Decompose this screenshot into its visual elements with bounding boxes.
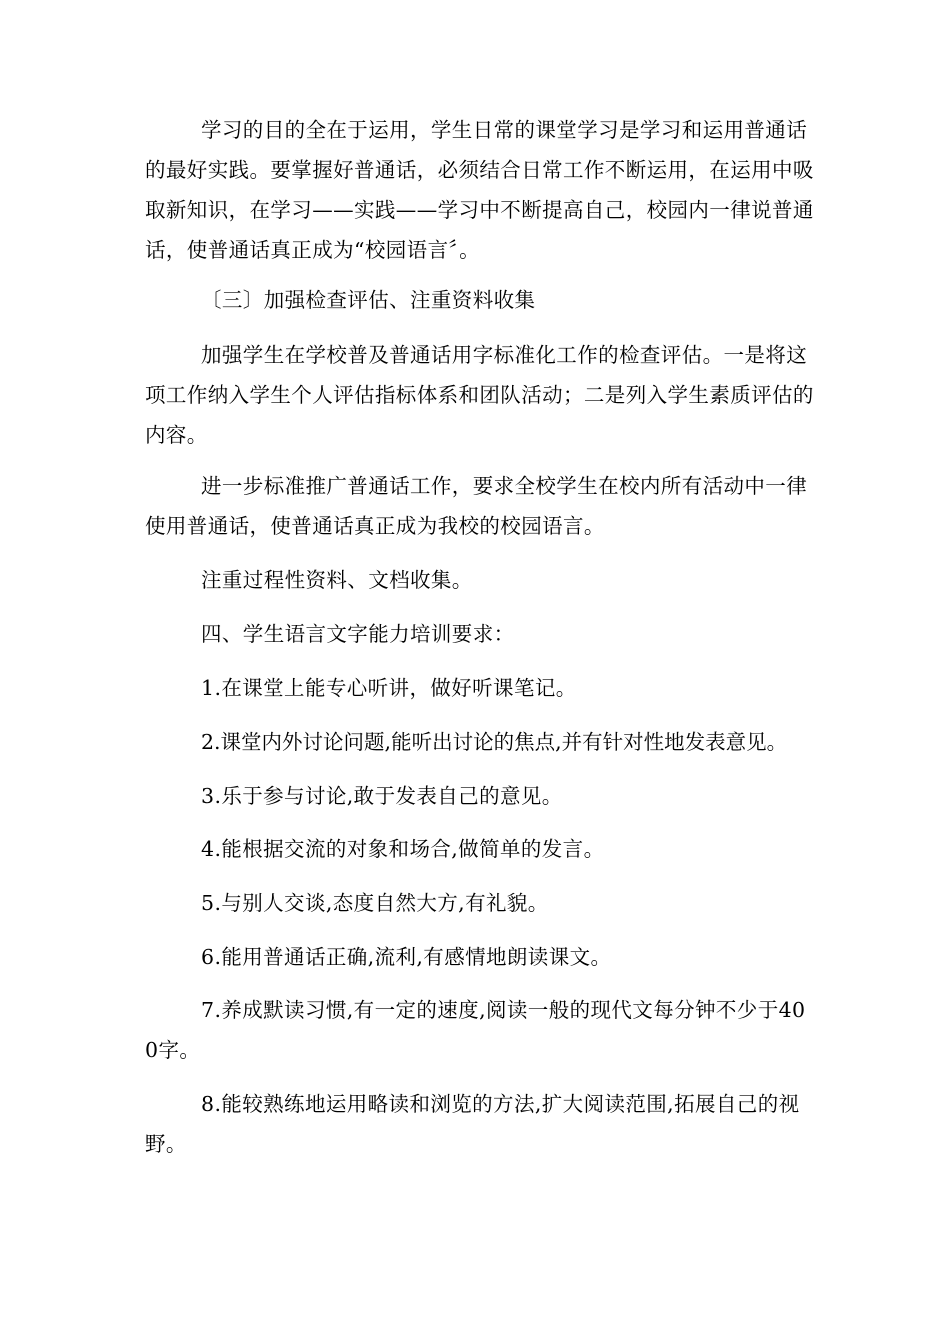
section-heading-four: 四、学生语言文字能力培训要求： bbox=[201, 622, 515, 646]
list-item-1: 1.在课堂上能专心听讲，做好听课笔记。 bbox=[201, 676, 577, 700]
list-item-3: 3.乐于参与讨论,敢于发表自己的意见。 bbox=[201, 784, 563, 808]
list-item-6: 6.能用普通话正确,流利,有感情地朗读课文。 bbox=[201, 945, 612, 969]
paragraph-archive: 注重过程性资料、文档收集。 bbox=[201, 568, 473, 592]
list-item-7: 7.养成默读习惯,有一定的速度,阅读一般的现代文每分钟不少于400字。 bbox=[145, 998, 806, 1062]
section-heading-three: 〔三〕加强检查评估、注重资料收集 bbox=[201, 288, 536, 312]
paragraph-promotion: 进一步标准推广普通话工作，要求全校学生在校内所有活动中一律使用普通话，使普通话真正成为我校的校园语言。 bbox=[145, 474, 808, 538]
list-item-5: 5.与别人交谈,态度自然大方,有礼貌。 bbox=[201, 891, 549, 915]
paragraph-practice: 学习的目的全在于运用，学生日常的课堂学习是学习和运用普通话的最好实践。要掌握好普通话，必须结合日常工作不断运用，在运用中吸取新知识，在学习——实践——学习中不断提高自己，校园内一律说普通话，使普通话真正成为“校园语言〞。 bbox=[145, 118, 814, 262]
paragraph-evaluation: 加强学生在学校普及普通话用字标准化工作的检查评估。一是将这项工作纳入学生个人评估指标体系和团队活动；二是列入学生素质评估的内容。 bbox=[145, 343, 814, 447]
list-item-8: 8.能较熟练地运用略读和浏览的方法,扩大阅读范围,拓展自己的视野。 bbox=[145, 1092, 800, 1156]
list-item-4: 4.能根据交流的对象和场合,做简单的发言。 bbox=[201, 837, 605, 861]
list-item-2: 2.课堂内外讨论问题,能听出讨论的焦点,并有针对性地发表意见。 bbox=[201, 730, 788, 754]
